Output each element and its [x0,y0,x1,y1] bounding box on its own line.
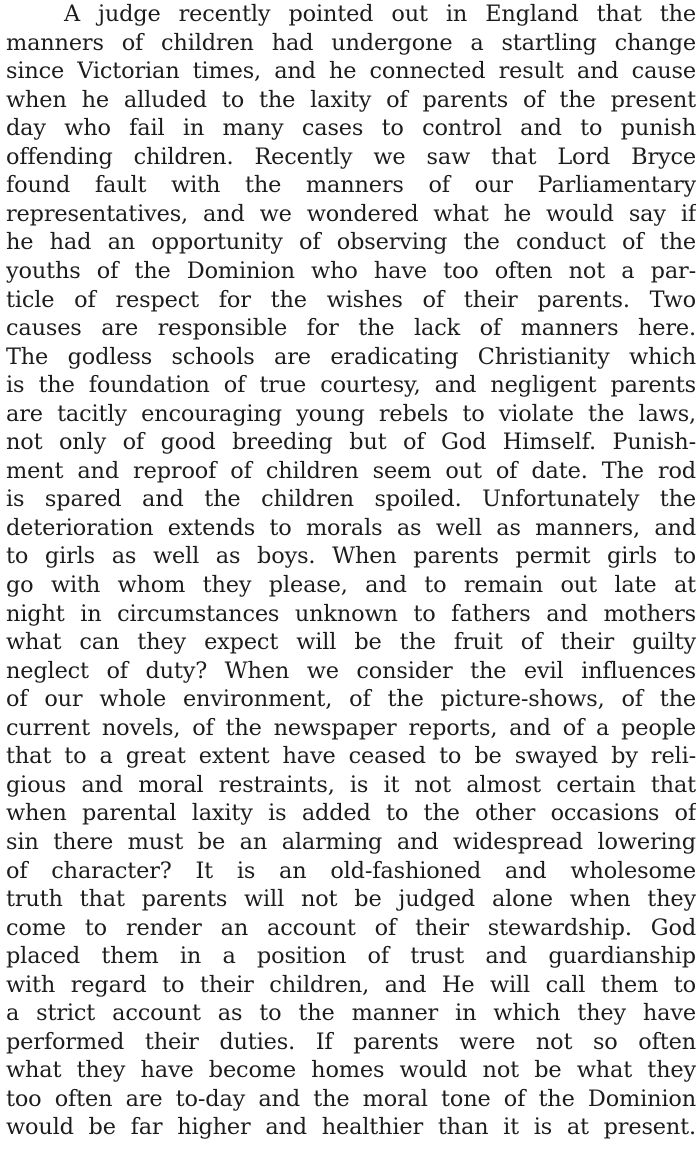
text-line: a strict account as to the manner in which they have [6,1000,696,1027]
text-line: day who fail in many cases to control and to punish [6,115,696,142]
text-line: would be far higher and healthier than it is at present. [6,1114,696,1141]
text-line: come to render an account of their stewardship. God [6,914,696,941]
text-line: performed their duties. If parents were not so often [6,1028,696,1055]
text-line: The godless schools are eradicating Christianity which [6,343,696,370]
text-line: neglect of duty? When we consider the evil influences [6,657,696,684]
text-line: A judge recently pointed out in England that the [64,1,696,27]
text-line: truth that parents will not be judged alone when they [6,886,696,913]
text-line: not only of good breeding but of God Himself. Punish- [6,429,696,456]
text-line: offending children. Recently we saw that Lord Bryce [6,143,696,170]
text-line: night in circumstances unknown to fathers and mothers [6,600,696,627]
text-line: what they have become homes would not be what they [6,1057,696,1084]
text-line: placed them in a position of trust and guardianship [6,943,696,970]
text-line: gious and moral restraints, is it not almost certain that [6,771,696,798]
text-line: since Victorian times, and he connected result and cause [6,58,696,85]
text-line: deterioration extends to morals as well as manners, and [6,514,696,541]
text-line: of character? It is an old-fashioned and wholesome [6,857,696,884]
text-line: to girls as well as boys. When parents permit girls to [6,543,696,570]
text-line: youths of the Dominion who have too often not a par- [6,257,696,284]
text-line: that to a great extent have ceased to be swayed by reli- [6,743,696,770]
text-line: he had an opportunity of observing the conduct of the [6,229,696,256]
text-line: is spared and the children spoiled. Unfortunately the [6,486,696,513]
text-line: representatives, and we wondered what he would say if [6,200,696,227]
text-line: ticle of respect for the wishes of their parents. Two [6,286,696,313]
text-line: manners of children had undergone a startling change [6,29,696,56]
text-line: when he alluded to the laxity of parents of the present [6,86,696,113]
text-line: are tacitly encouraging young rebels to violate the laws, [6,400,696,427]
text-line: current novels, of the newspaper reports, and of a people [6,714,696,741]
text-line: what can they expect will be the fruit of their guilty [6,629,696,656]
text-line: found fault with the manners of our Parliamentary [6,172,696,199]
text-line: with regard to their children, and He will call them to [6,971,696,998]
text-line: is the foundation of true courtesy, and negligent parents [6,372,696,399]
text-line: ment and reproof of children seem out of date. The rod [6,457,696,484]
text-line: when parental laxity is added to the other occasions of [6,800,696,827]
article-page [6,0,696,1161]
text-line: sin there must be an alarming and widespread lowering [6,828,696,855]
text-line: go with whom they please, and to remain out late at [6,572,696,598]
text-line: of our whole environment, of the picture-shows, of the [6,686,696,713]
text-line: causes are responsible for the lack of manners here. [6,315,696,342]
text-line: too often are to-day and the moral tone of the Dominion [6,1085,696,1112]
